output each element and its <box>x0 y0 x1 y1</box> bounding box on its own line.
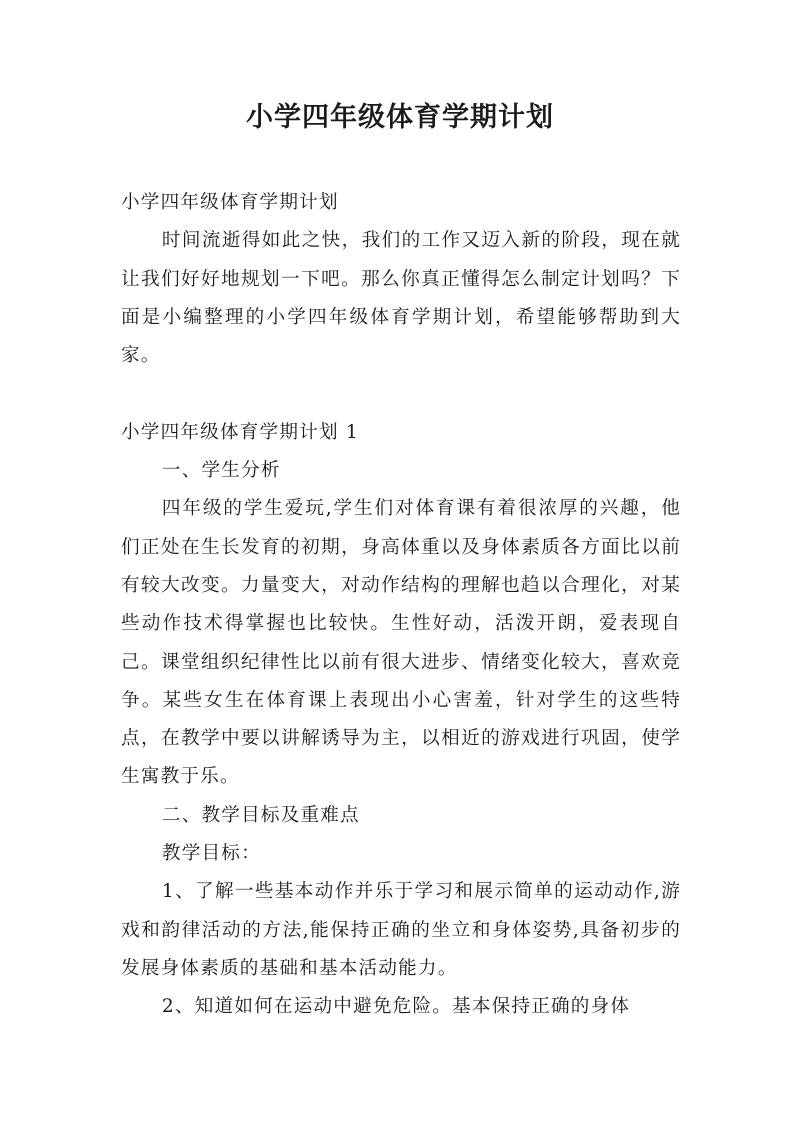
goal-item-1: 1、了解一些基本动作并乐于学习和展示简单的运动动作,游戏和韵律活动的方法,能保持正确的坐立和身体姿势,具备初步的发展身体素质的基础和基本活动能力。 <box>121 881 681 979</box>
student-analysis-paragraph: 四年级的学生爱玩,学生们对体育课有着很浓厚的兴趣，他们正处在生长发育的初期，身高体重以及身体素质各方面比以前有较大改变。力量变大，对动作结构的理解也趋以合理化，对某些动作技术得掌握也比较快。生性好动，活泼开朗，爱表现自己。课堂组织纪律性比以前有很大进步、情绪变化较大，喜欢竞争。某些女生在体育课上表现出小心害羞，针对学生的这些特点，在教学中要以讲解诱导为主，以相近的游戏进行巩固，使学生寓教于乐。 <box>121 498 681 788</box>
heading-student-analysis: 一、学生分析 <box>161 460 281 482</box>
teaching-goals-label: 教学目标： <box>161 843 261 865</box>
section-heading-plan-1: 小学四年级体育学期计划 1 <box>121 421 359 443</box>
subtitle-line: 小学四年级体育学期计划 <box>121 192 339 213</box>
goal-item-2: 2、知道如何在运动中避免危险。基本保持正确的身体 <box>161 996 631 1018</box>
document-title: 小学四年级体育学期计划 <box>246 102 554 133</box>
document-body <box>121 184 681 1027</box>
blank-line <box>121 375 681 413</box>
intro-paragraph: 时间流逝得如此之快，我们的工作又迈入新的阶段，现在就让我们好好地规划一下吧。那么你真正懂得怎么制定计划吗？下面是小编整理的小学四年级体育学期计划，希望能够帮助到大家。 <box>121 230 681 367</box>
heading-teaching-goals: 二、教学目标及重难点 <box>161 804 360 826</box>
